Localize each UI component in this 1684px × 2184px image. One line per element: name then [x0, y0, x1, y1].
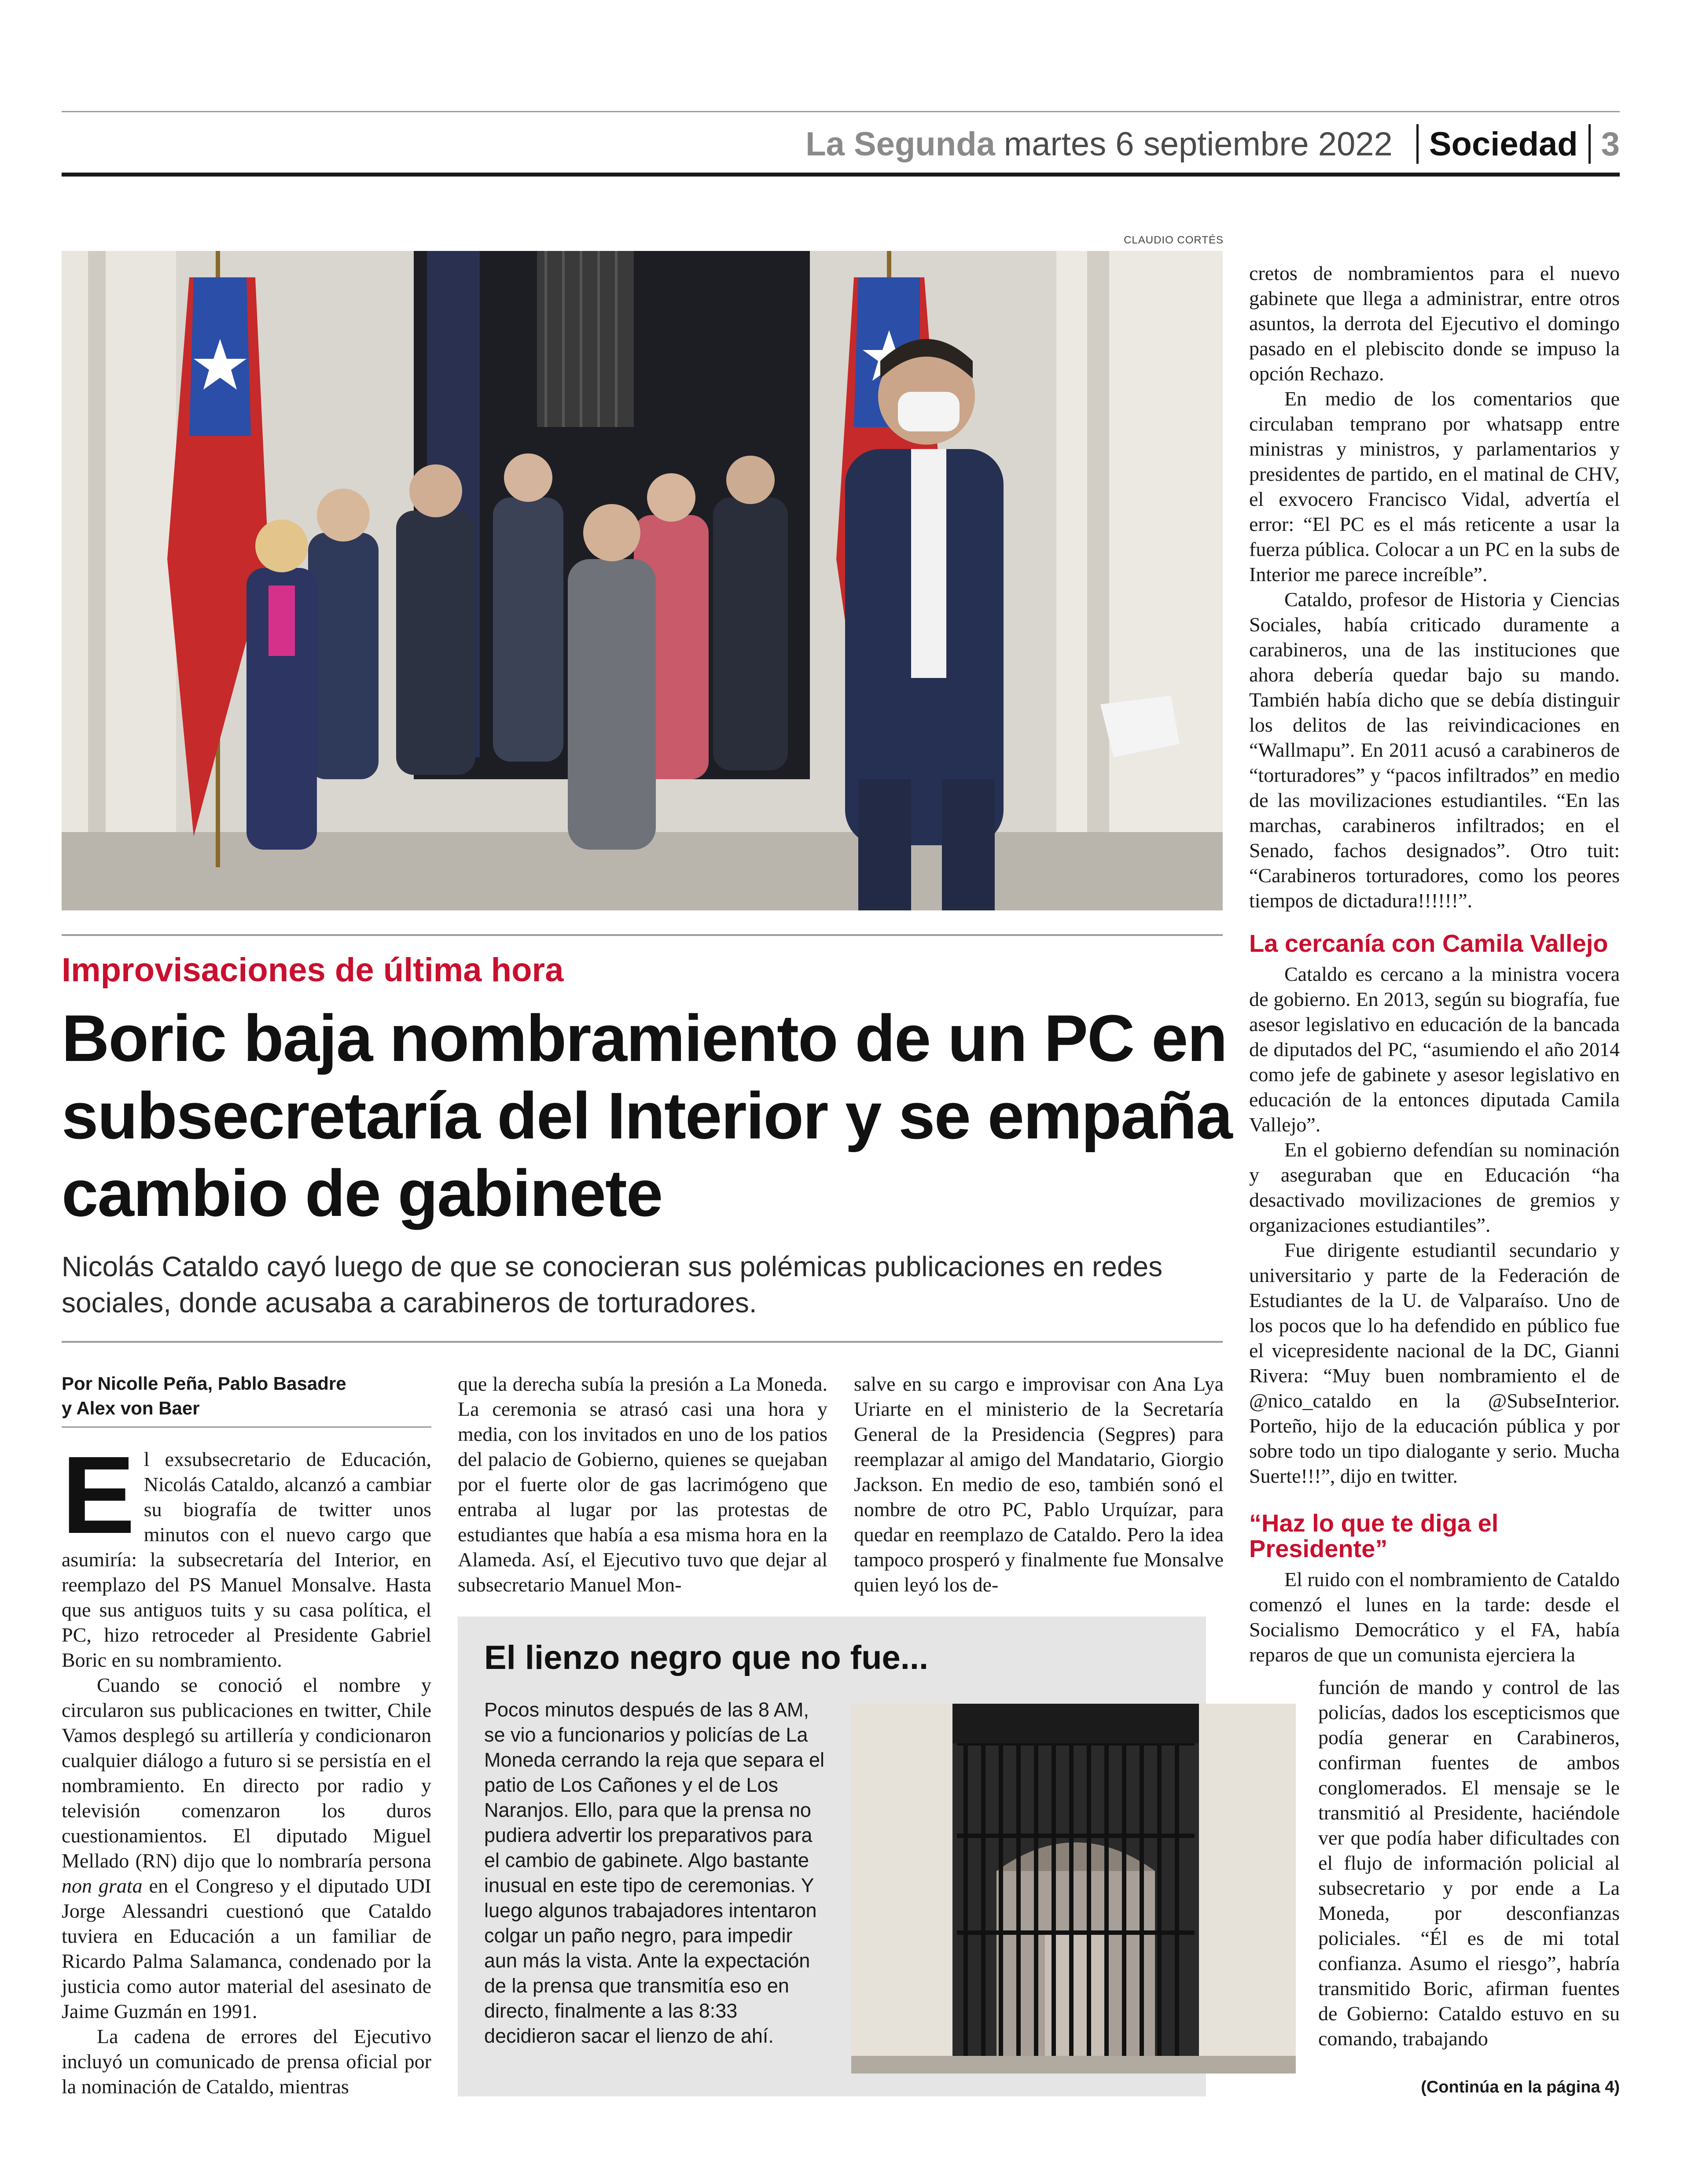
subhead-camila-vallejo: La cercanía con Camila Vallejo [1249, 929, 1608, 957]
headline-top-rule [62, 934, 1223, 936]
continue-note: (Continúa en la página 4) [1421, 2078, 1620, 2096]
paragraph-1 [62, 1433, 431, 1672]
headline-bottom-rule [62, 1341, 1223, 1343]
byline-line-2: y Alex von Baer [62, 1398, 200, 1418]
drop-cap: E [62, 1433, 135, 1556]
column-4-paragraph-6: Fue dirigente estudiantil secundario y universitario y parte de la Federación de Estudiantes de la U. de Valparaíso. Uno de los pocos que lo ha defendido en público fue el vicepresidente nacional de la DC, Gianni Rivera: “Muy buen nombramiento el de @nico_cataldo en la @SubseInterior. Porteño, hijo de la educación pública y por sobre todo un tipo dialogante y serio. Mucha Suerte!!!”, dijo en twitter. [1249, 1239, 1620, 1487]
column-3-text: salve en su cargo e improvisar con Ana Lya Uriarte en el ministerio de la Secretaría General de la Presidencia (Segpres) para reemplazar al amigo del Mandatario, Giorgio Jackson. En medio de eso, también sonó el nombre de otro PC, Pablo Urquízar, para quedar en reemplazo de Cataldo. Pero la idea tampoco prosperó y finalmente fue Monsalve quien leyó los de- [854, 1373, 1224, 1596]
box-text: Pocos minutos después de las 8 AM, se vio a funcionarios y policías de La Moneda cerrando la reja que separa el patio de Los Cañones y el de Los Naranjos. Ello, para que la prensa no pudiera advertir los preparativos para el cambio de gabinete. Algo bastante inusual en este tipo de ceremonias. Y luego algunos trabajadores intentaron colgar un paño negro, para impedir aun más la vista. Ante la expectación de la prensa que transmitía eso en directo, finalmente a las 8:33 decidieron sacar el lienzo de ahí. [484, 1698, 824, 2047]
box-title: El lienzo negro que no fue... [484, 1639, 929, 1676]
column-4-paragraph-3: Cataldo, profesor de Historia y Ciencias Sociales, había criticado duramente a carabineros, una de las instituciones que ahora debería quedar bajo su mando. También había dicho que se debía distinguir los delitos de las reivindicaciones en “Wallmapu”. En 2011 acusó a carabineros de “torturadores” y “pacos infiltrados” en medio de las movilizaciones estudiantiles. “En las marchas, carabineros infiltrados; en el Senado, fachos designados”. Otro tuit: “Carabineros torturadores, como los peores tiempos de dictadura!!!!!!”. [1249, 588, 1620, 912]
gate-photo [851, 1704, 1296, 2074]
column-4-paragraph-1: cretos de nombramientos para el nuevo gabinete que llega a administrar, entre otros asuntos, la derrota del Ejecutivo el domingo pasado en el plebiscito donde se impuso la opción Rechazo. [1249, 262, 1620, 385]
column-3 [854, 1371, 1224, 1597]
column-1 [62, 1433, 431, 2099]
main-photo [62, 251, 1223, 910]
page-number: 3 [1601, 125, 1620, 163]
column-4-paragraph-7: El ruido con el nombramiento de Cataldo comenzó el lunes en la tarde: desde el Socialismo Democrático y el FA, había reparos de que un comunista ejerciera la [1249, 1568, 1620, 1666]
top-rule [62, 111, 1620, 112]
column-4 [1249, 261, 1620, 1667]
paragraph-1-text: l exsubsecretario de Educación, Nicolás Cataldo, alcanzó a cambiar su biografía de twitter unos minutos con el nuevo cargo que asumiría: la subsecretaría del Interior, en reemplazo del PS Manuel Monsalve. Hasta que sus antiguos tuits y su casa política, el PC, hizo retroceder al Presidente Gabriel Boric en su nombramiento. [62, 1448, 431, 1671]
subhead-presidente: “Haz lo que te diga el Presidente” [1249, 1509, 1499, 1562]
issue-date: martes 6 septiembre 2022 [1004, 125, 1393, 163]
section-name: Sociedad [1429, 125, 1578, 163]
headline: Boric baja nombramiento de un PC en subsecretaría del Interior y se empaña cambio de gabinete [62, 1001, 1232, 1230]
column-2-text: que la derecha subía la presión a La Moneda. La ceremonia se atrasó casi una hora y media, con los invitados en uno de los patios del palacio de Gobierno, quienes se quejaban por el fuerte olor de gas lacrimógeno que entraba al lugar por las protestas de estudiantes que había a esa misma hora en la Alameda. Así, el Ejecutivo tuvo que dejar al subsecretario Manuel Mon- [458, 1373, 827, 1596]
byline-line-1: Por Nicolle Peña, Pablo Basadre [62, 1373, 346, 1394]
kicker: Improvisaciones de última hora [62, 951, 564, 989]
header-divider [1416, 124, 1419, 164]
column-4-paragraph-8: función de mando y control de las policías, dados los escepticismos que podía generar en Carabineros, confirman fuentes de ambos conglomerados. El mensaje se le transmitió al Presidente, haciéndole ver que podía haber dificultades con el flujo de información policial al subsecretario y por ende a La Moneda, por desconfianzas policiales. “Él es de mi total confianza. Asumo el riesgo”, habría transmitido Boric, afirman fuentes de Gobierno: Cataldo estuvo en su comando, trabajando [1318, 1676, 1620, 2050]
paragraph-2: Cuando se conoció el nombre y circularon sus publicaciones en twitter, Chile Vamos desplegó su artillería y condicionaron cualquier diálogo a futuro si se persistía en el nombramiento. En directo por radio y televisión comenzaron los duros cuestionamientos. El diputado Miguel Mellado (RN) dijo que lo nombraría persona non grata en el Congreso y el diputado UDI Jorge Alessandri cuestionó que Cataldo tuviera en Educación a un familiar de Ricardo Palma Salamanca, condenado por la justicia como autor material del asesinato de Jaime Guzmán en 1991. [62, 1674, 431, 2022]
deck: Nicolás Cataldo cayó luego de que se conocieran sus polémicas publicaciones en redes sociales, donde acusaba a carabineros de torturadores. [62, 1251, 1163, 1319]
header-rule [62, 173, 1620, 177]
page-header [62, 115, 1620, 173]
header-divider [1588, 124, 1591, 164]
column-2 [458, 1371, 827, 1597]
byline-rule [62, 1426, 431, 1428]
column-4-paragraph-2: En medio de los comentarios que circulaban temprano por whatsapp entre ministras y ministros, y parlamentarios y presidentes de partido, en el matinal de CHV, el exvocero Francisco Vidal, advertía el error: “El PC es el más reticente a usar la fuerza pública. Colocar a un PC en la subs de Interior me parece increíble”. [1249, 387, 1620, 586]
publication-name: La Segunda [805, 125, 995, 163]
column-4-narrow [1318, 1675, 1620, 2051]
byline [62, 1371, 431, 1421]
photo-credit: CLAUDIO CORTÉS [1124, 234, 1224, 246]
italic-phrase: non grata [62, 1875, 143, 1897]
column-4-paragraph-5: En el gobierno defendían su nominación y aseguraban que en Educación “ha desactivado movilizaciones de gremios y organizaciones estudiantiles”. [1249, 1138, 1620, 1236]
column-4-paragraph-4: Cataldo es cercano a la ministra vocera de gobierno. En 2013, según su biografía, fue asesor legislativo en educación de la bancada de diputados del PC, “asumiendo el año 2014 como jefe de gabinete y asesor legislativo en educación de la entonces diputada Camila Vallejo”. [1249, 963, 1620, 1136]
paragraph-3: La cadena de errores del Ejecutivo incluyó un comunicado de prensa oficial por la nominación de Cataldo, mientras [62, 2025, 431, 2098]
